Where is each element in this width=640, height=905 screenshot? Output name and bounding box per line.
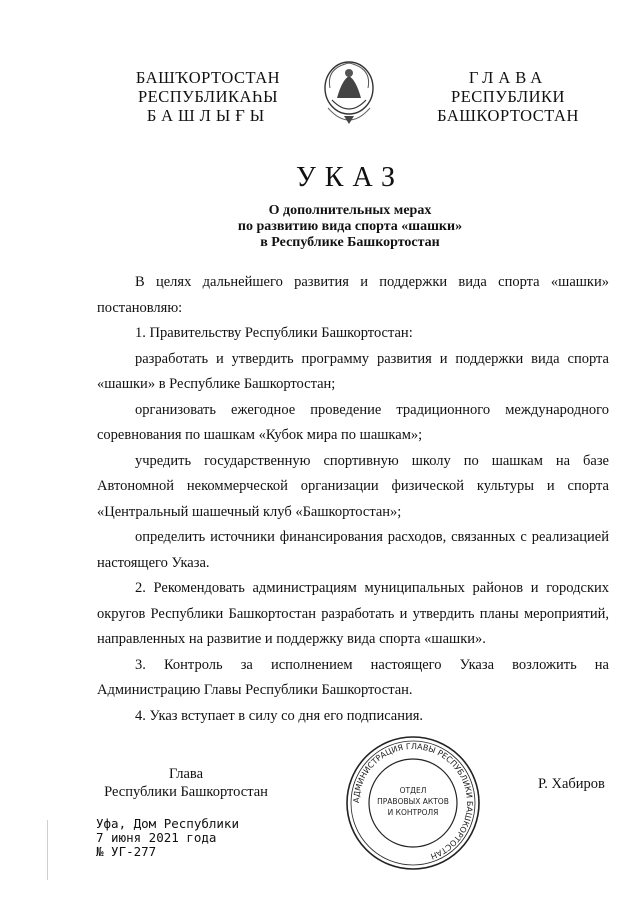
official-stamp-icon [343, 733, 483, 873]
paragraph-item-1: 1. Правительству Республики Башкортостан: [135, 325, 413, 341]
paragraph-item-1a: разработать и утвердить программу развития и поддержки вида спорта «шашки» в Республике Башкортостан; [97, 350, 609, 392]
document-subtitle [0, 203, 640, 251]
decree-body [97, 270, 609, 729]
header-right-line2: РЕСПУБЛИКИ [451, 87, 565, 106]
header-russian [418, 68, 598, 125]
footer-place: Уфа, Дом Республики [96, 816, 239, 831]
stamp-center-line1: ОТДЕЛ [399, 786, 427, 795]
subtitle-line2: по развитию вида спорта «шашки» [237, 219, 463, 234]
document-title: УКАЗ [295, 162, 405, 193]
subtitle-line3: в Республике Башкортостан [260, 235, 440, 250]
paragraph-preamble: В целях дальнейшего развития и поддержки вида спорта «шашки» постановляю: [97, 274, 609, 316]
paragraph-item-1c: учредить государственную спортивную школу по шашкам на базе Автономной некоммерческой организации физической культуры и спорта «Центральный шашечный клуб «Башкортостан»; [97, 452, 609, 520]
header-right-line3: БАШКОРТОСТАН [437, 106, 579, 125]
header-left-line3: БАШЛЫҒЫ [146, 106, 270, 125]
coat-of-arms-icon [322, 58, 376, 138]
footer-number: № УГ-277 [96, 844, 157, 859]
header-left-line1: БАШҠОРТОСТАН [135, 68, 281, 87]
header-right-line1: ГЛАВА [468, 68, 548, 87]
header-bashkir [118, 68, 298, 125]
scan-edge-mark [47, 820, 48, 880]
paragraph-item-4: 4. Указ вступает в силу со дня его подписания. [135, 707, 424, 724]
signature-position [96, 765, 276, 801]
header-left-line2: РЕСПУБЛИКАҺЫ [137, 87, 279, 106]
paragraph-item-1d: определить источники финансирования расходов, связанных с реализацией настоящего Указа. [97, 529, 609, 571]
stamp-center-line2: ПРАВОВЫХ АКТОВ [377, 797, 449, 806]
decree-footer [96, 817, 239, 859]
stamp-center-line3: И КОНТРОЛЯ [387, 808, 439, 817]
subtitle-line1: О дополнительных мерах [268, 203, 432, 218]
paragraph-item-1b: организовать ежегодное проведение традиционного международного соревнования по шашкам «Кубок мира по шашкам»; [97, 401, 609, 443]
paragraph-item-2: 2. Рекомендовать администрациям муниципальных районов и городских округов Республики Башкортостан разработать и утвердить планы мероприятий, направленных на развитие и поддержку вида спорта «шашки». [97, 580, 609, 647]
signature-position-line1: Глава [168, 766, 204, 782]
signatory-name: Р. Хабиров [538, 776, 605, 792]
footer-date: 7 июня 2021 года [96, 830, 217, 845]
signature-position-line2: Республики Башкортостан [104, 784, 268, 800]
stamp-ring-text: АДМИНИСТРАЦИЯ ГЛАВЫ РЕСПУБЛИКИ БАШКОРТОСТАН [351, 741, 475, 861]
paragraph-item-3: 3. Контроль за исполнением настоящего Указа возложить на Администрацию Главы Республики Башкортостан. [97, 656, 609, 698]
